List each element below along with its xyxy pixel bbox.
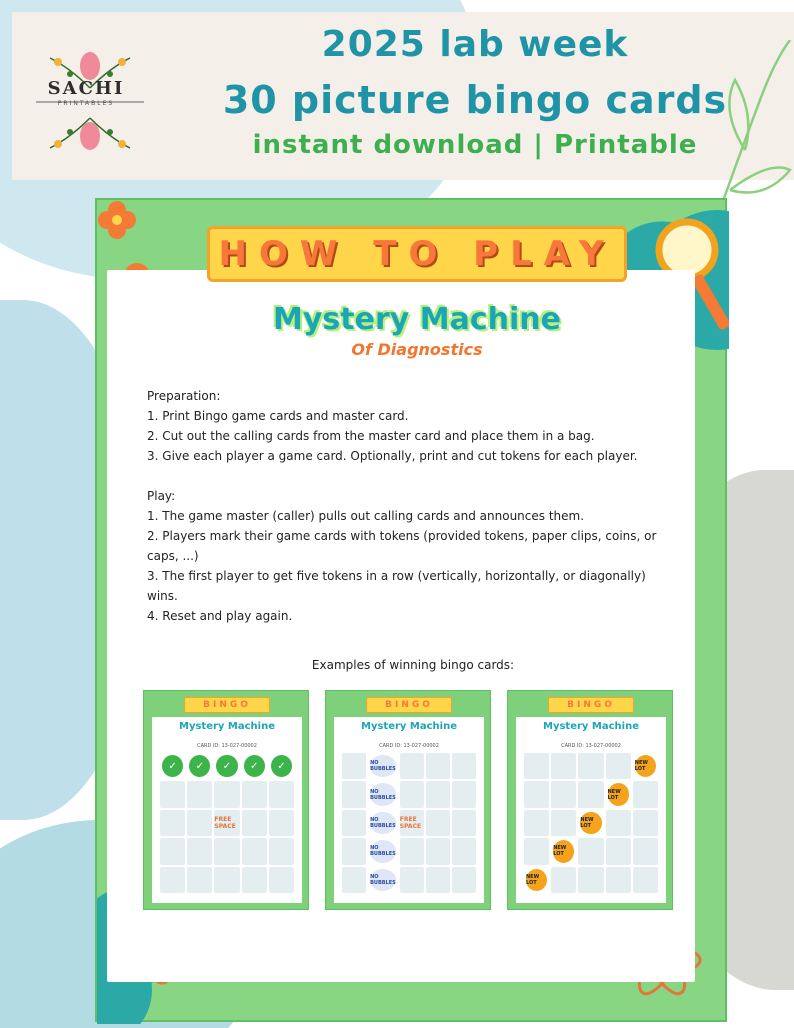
check-icon: ✓ bbox=[189, 755, 210, 777]
picture-cell bbox=[214, 867, 239, 893]
example-card-id: CARD ID: 13-027-00002 bbox=[561, 743, 621, 749]
picture-cell bbox=[400, 838, 424, 864]
example-card-title: Mystery Machine bbox=[179, 721, 275, 732]
picture-cell bbox=[400, 867, 424, 893]
picture-cell bbox=[242, 781, 267, 807]
examples-label: Examples of winning bingo cards: bbox=[311, 658, 515, 672]
example-card-banner: BINGO bbox=[184, 697, 270, 713]
picture-cell bbox=[578, 838, 603, 864]
picture-cell bbox=[452, 753, 476, 779]
prep-step: 2. Cut out the calling cards from the master card and place them in a bag. bbox=[147, 429, 595, 443]
free-space-cell: FREE SPACE bbox=[400, 810, 424, 836]
instructions-text bbox=[147, 386, 667, 626]
token-no-bubbles: NO BUBBLES bbox=[370, 812, 396, 834]
picture-cell bbox=[578, 781, 603, 807]
picture-cell bbox=[633, 838, 658, 864]
picture-cell bbox=[452, 781, 476, 807]
picture-cell bbox=[242, 838, 267, 864]
picture-cell bbox=[214, 781, 239, 807]
picture-cell bbox=[606, 753, 631, 779]
picture-cell bbox=[452, 867, 476, 893]
picture-cell bbox=[578, 867, 603, 893]
check-icon: ✓ bbox=[244, 755, 265, 777]
game-title: Mystery Machine bbox=[273, 302, 561, 337]
picture-cell bbox=[160, 781, 185, 807]
picture-cell bbox=[269, 781, 294, 807]
picture-cell bbox=[342, 867, 366, 893]
picture-cell bbox=[242, 867, 267, 893]
free-space-cell: FREE SPACE bbox=[214, 810, 239, 836]
picture-cell bbox=[342, 781, 366, 807]
play-step: 2. Players mark their game cards with tokens (provided tokens, paper clips, coins, or caps, ...) bbox=[147, 529, 657, 563]
picture-cell bbox=[633, 781, 658, 807]
example-card-id: CARD ID: 13-027-00002 bbox=[197, 743, 257, 749]
token-no-bubbles: NO BUBBLES bbox=[370, 869, 396, 891]
headline-download: instant download | Printable bbox=[252, 130, 698, 160]
prep-step: 1. Print Bingo game cards and master card. bbox=[147, 409, 409, 423]
example-card-title: Mystery Machine bbox=[543, 721, 639, 732]
headline-bingo-cards: 30 picture bingo cards bbox=[222, 78, 728, 122]
prep-step: 3. Give each player a game card. Optionally, print and cut tokens for each player. bbox=[147, 449, 638, 463]
example-card-id: CARD ID: 13-027-00002 bbox=[379, 743, 439, 749]
picture-cell bbox=[551, 810, 576, 836]
picture-cell bbox=[524, 838, 549, 864]
picture-cell bbox=[426, 781, 450, 807]
play-heading: Play: bbox=[147, 489, 176, 503]
token-new-lot: NEW LOT bbox=[635, 755, 656, 777]
example-card-grid bbox=[524, 753, 658, 893]
example-bingo-card bbox=[325, 690, 491, 910]
picture-cell bbox=[400, 781, 424, 807]
brand-name: SACHI bbox=[47, 78, 125, 99]
prep-heading: Preparation: bbox=[147, 389, 221, 403]
example-card-banner: BINGO bbox=[366, 697, 452, 713]
picture-cell bbox=[606, 810, 631, 836]
picture-cell bbox=[400, 753, 424, 779]
picture-cell bbox=[606, 838, 631, 864]
how-to-play-card bbox=[95, 198, 727, 1022]
picture-cell bbox=[269, 838, 294, 864]
example-bingo-card bbox=[143, 690, 309, 910]
token-no-bubbles: NO BUBBLES bbox=[370, 840, 396, 862]
token-new-lot: NEW LOT bbox=[608, 783, 629, 805]
picture-cell bbox=[452, 838, 476, 864]
picture-cell bbox=[187, 781, 212, 807]
picture-cell bbox=[426, 867, 450, 893]
picture-cell bbox=[426, 810, 450, 836]
play-step: 1. The game master (caller) pulls out calling cards and announces them. bbox=[147, 509, 585, 523]
picture-cell bbox=[160, 867, 185, 893]
how-to-play-banner: HOW TO PLAY bbox=[207, 226, 627, 282]
token-no-bubbles: NO BUBBLES bbox=[370, 755, 396, 777]
headline-lab-week: 2025 lab week bbox=[321, 24, 629, 65]
picture-cell bbox=[578, 753, 603, 779]
check-icon: ✓ bbox=[162, 755, 183, 777]
picture-cell bbox=[633, 810, 658, 836]
picture-cell bbox=[214, 838, 239, 864]
picture-cell bbox=[426, 753, 450, 779]
picture-cell bbox=[269, 867, 294, 893]
picture-cell bbox=[187, 867, 212, 893]
picture-cell bbox=[524, 810, 549, 836]
check-icon: ✓ bbox=[271, 755, 292, 777]
picture-cell bbox=[342, 810, 366, 836]
token-new-lot: NEW LOT bbox=[553, 840, 574, 862]
picture-cell bbox=[452, 810, 476, 836]
token-no-bubbles: NO BUBBLES bbox=[370, 783, 396, 805]
flower-icon bbox=[98, 201, 136, 239]
example-card-grid bbox=[160, 753, 294, 893]
picture-cell bbox=[551, 753, 576, 779]
brand-subtitle: PRINTABLES bbox=[57, 100, 115, 107]
example-card-grid bbox=[342, 753, 476, 893]
picture-cell bbox=[342, 838, 366, 864]
play-step: 3. The first player to get five tokens in a row (vertically, horizontally, or diagonally) wins. bbox=[147, 569, 646, 603]
picture-cell bbox=[160, 810, 185, 836]
token-new-lot: NEW LOT bbox=[580, 812, 601, 834]
play-step: 4. Reset and play again. bbox=[147, 609, 293, 623]
picture-cell bbox=[551, 781, 576, 807]
example-card-title: Mystery Machine bbox=[361, 721, 457, 732]
picture-cell bbox=[160, 838, 185, 864]
example-bingo-card bbox=[507, 690, 673, 910]
example-card-banner: BINGO bbox=[548, 697, 634, 713]
picture-cell bbox=[606, 867, 631, 893]
picture-cell bbox=[242, 810, 267, 836]
picture-cell bbox=[187, 838, 212, 864]
picture-cell bbox=[187, 810, 212, 836]
picture-cell bbox=[269, 810, 294, 836]
check-icon: ✓ bbox=[216, 755, 237, 777]
picture-cell bbox=[342, 753, 366, 779]
picture-cell bbox=[426, 838, 450, 864]
picture-cell bbox=[551, 867, 576, 893]
picture-cell bbox=[524, 781, 549, 807]
game-subtitle: Of Diagnostics bbox=[351, 340, 483, 359]
picture-cell bbox=[633, 867, 658, 893]
token-new-lot: NEW LOT bbox=[526, 869, 547, 891]
picture-cell bbox=[524, 753, 549, 779]
